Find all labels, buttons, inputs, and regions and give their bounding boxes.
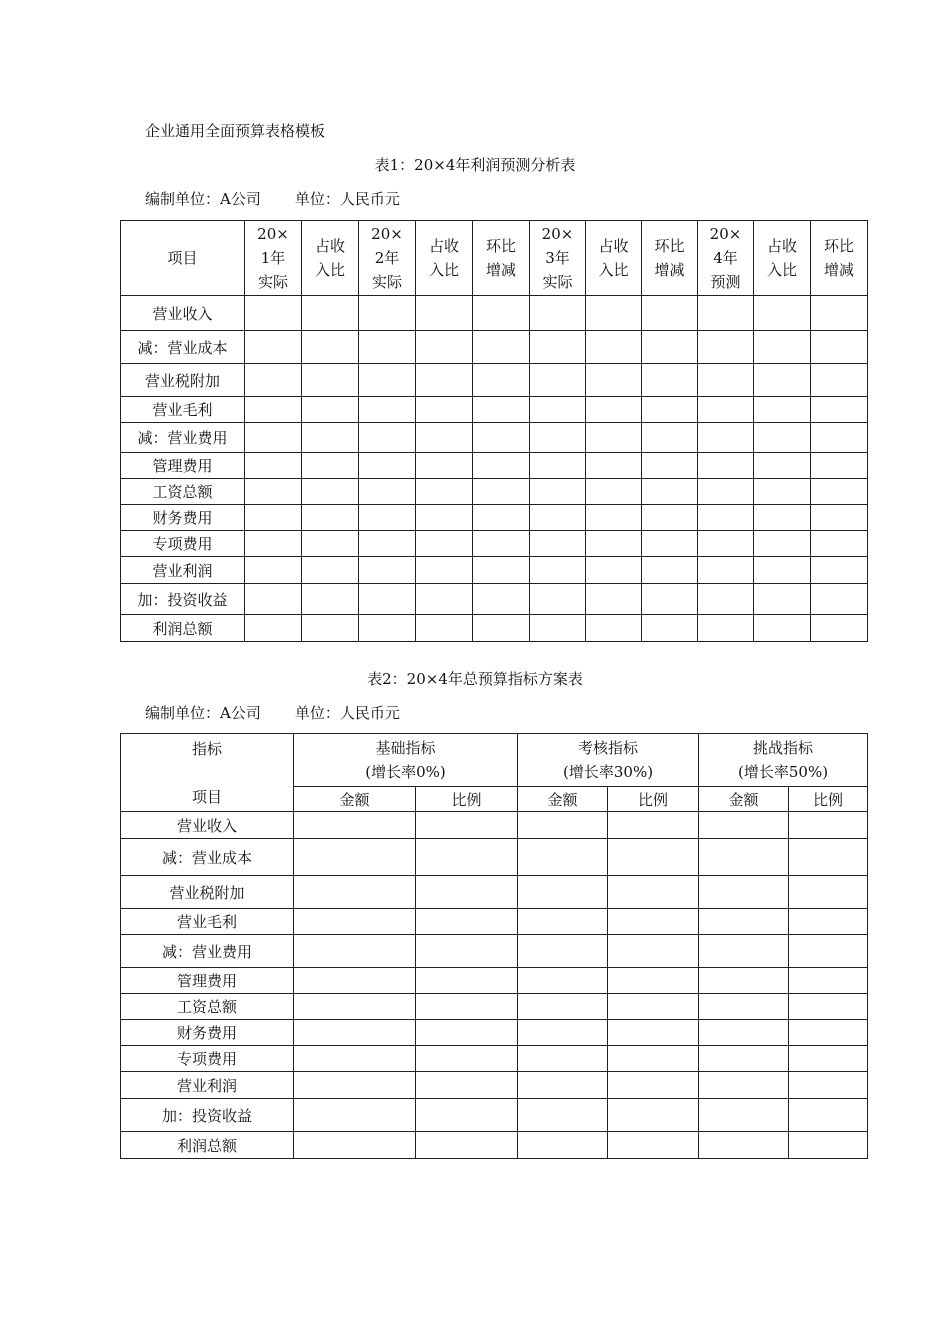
table2-data-cell[interactable] [294,909,416,935]
table2-data-cell[interactable] [699,994,789,1020]
table1-data-cell[interactable] [754,615,811,642]
table1-data-cell[interactable] [698,296,754,331]
table2-data-cell[interactable] [416,1072,518,1099]
table1-data-cell[interactable] [302,423,359,453]
table2-data-cell[interactable] [608,812,699,839]
table2-row-label: 管理费用 [121,968,294,994]
table1-row [121,364,868,397]
table1-caption: 表1：20×4年利润预测分析表 [374,156,576,174]
table2-data-cell[interactable] [416,812,518,839]
table2-sub-ratio: 比例 [789,787,868,812]
table2-data-cell[interactable] [608,1072,699,1099]
table1-data-cell[interactable] [698,397,754,423]
table2-data-cell[interactable] [789,935,868,968]
table2-row-label: 财务费用 [121,1020,294,1046]
table1-header-row [121,221,868,296]
table2-group-basic: 基础指标 (增长率0%) [294,734,518,787]
table1-row-label: 减：营业费用 [121,423,245,453]
table2-sub-ratio: 比例 [416,787,518,812]
table2-data-cell[interactable] [699,1020,789,1046]
table1-data-cell[interactable] [359,479,416,505]
table2-unit-currency: 单位：人民币元 [294,704,400,722]
table2-group-assessment: 考核指标 (增长率30%) [518,734,699,787]
table1-data-cell[interactable] [416,397,473,423]
table1-data-cell[interactable] [642,584,698,615]
table1-data-cell[interactable] [416,479,473,505]
table1-data-cell[interactable] [698,479,754,505]
table1-data-cell[interactable] [302,505,359,531]
table2-data-cell[interactable] [789,876,868,909]
table2-data-cell[interactable] [518,968,608,994]
table1-data-cell[interactable] [530,296,586,331]
table2-data-cell[interactable] [789,812,868,839]
table1-data-cell[interactable] [811,423,868,453]
table2-data-cell[interactable] [789,1046,868,1072]
table2-row-label: 专项费用 [121,1046,294,1072]
table1-data-cell[interactable] [530,423,586,453]
table1-data-cell[interactable] [586,505,642,531]
table2-data-cell[interactable] [518,994,608,1020]
table1-data-cell[interactable] [473,364,530,397]
table1-data-cell[interactable] [473,584,530,615]
table2-data-cell[interactable] [789,994,868,1020]
table2-data-cell[interactable] [608,968,699,994]
table1-data-cell[interactable] [302,531,359,557]
table2-data-cell[interactable] [416,968,518,994]
table1-data-cell[interactable] [811,364,868,397]
table1-data-cell[interactable] [754,479,811,505]
table1-header-cell: 20× 4年 预测 [698,221,754,296]
table2-row [121,812,868,839]
table2-data-cell[interactable] [518,839,608,876]
table2-data-cell[interactable] [789,1020,868,1046]
table2-row [121,1046,868,1072]
table1-data-cell[interactable] [245,531,302,557]
table2-sub-amount: 金额 [518,787,608,812]
table1-row [121,296,868,331]
table1-data-cell[interactable] [245,397,302,423]
table1-row [121,531,868,557]
table2-data-cell[interactable] [608,1099,699,1132]
table1-data-cell[interactable] [811,397,868,423]
table1-row-label: 营业利润 [121,557,245,584]
table1-data-cell[interactable] [530,505,586,531]
table1-data-cell[interactable] [245,615,302,642]
table2-data-cell[interactable] [518,935,608,968]
table1-data-cell[interactable] [245,364,302,397]
table1-data-cell[interactable] [586,479,642,505]
table1-data-cell[interactable] [530,615,586,642]
table2-data-cell[interactable] [518,1020,608,1046]
table1-data-cell[interactable] [473,331,530,364]
table2-data-cell[interactable] [518,1132,608,1159]
table1-data-cell[interactable] [811,331,868,364]
table1-data-cell[interactable] [359,615,416,642]
table2-data-cell[interactable] [416,1132,518,1159]
table2-data-cell[interactable] [608,876,699,909]
table2-data-cell[interactable] [294,994,416,1020]
table1-unit-org: 编制单位：A公司 [145,190,261,208]
table1-data-cell[interactable] [302,584,359,615]
table1-row-label: 利润总额 [121,615,245,642]
table2-data-cell[interactable] [294,1020,416,1046]
table1-data-cell[interactable] [359,423,416,453]
table1-data-cell[interactable] [302,331,359,364]
table1-row [121,615,868,642]
table1-row-label: 营业税附加 [121,364,245,397]
table2-data-cell[interactable] [416,1046,518,1072]
table2-data-cell[interactable] [416,1099,518,1132]
table1-header-cell: 环比 增减 [811,221,868,296]
table1-data-cell[interactable] [754,397,811,423]
table1-row [121,557,868,584]
table2-row [121,1072,868,1099]
table1-row [121,584,868,615]
table1-data-cell[interactable] [473,557,530,584]
table1-data-cell[interactable] [359,453,416,479]
table1-data-cell[interactable] [754,557,811,584]
table1-row-label: 工资总额 [121,479,245,505]
table1-data-cell[interactable] [416,505,473,531]
table1-data-cell[interactable] [586,423,642,453]
table1-data-cell[interactable] [302,557,359,584]
table2-group-challenge: 挑战指标 (增长率50%) [699,734,868,787]
table2-unit-org: 编制单位：A公司 [145,704,261,722]
table2-data-cell[interactable] [789,1099,868,1132]
table1-data-cell[interactable] [698,615,754,642]
table1-data-cell[interactable] [473,453,530,479]
table2-data-cell[interactable] [699,1099,789,1132]
table2-data-cell[interactable] [518,1046,608,1072]
table1-data-cell[interactable] [473,296,530,331]
table2-data-cell[interactable] [294,1072,416,1099]
table2-data-cell[interactable] [699,968,789,994]
table1-data-cell[interactable] [416,423,473,453]
table2-data-cell[interactable] [294,1132,416,1159]
table1-row-label: 营业毛利 [121,397,245,423]
table2-row-label: 营业收入 [121,812,294,839]
table2-sub-ratio: 比例 [608,787,699,812]
table1-data-cell[interactable] [811,584,868,615]
table2-data-cell[interactable] [608,909,699,935]
table2-sub-amount: 金额 [294,787,416,812]
table2-row-label: 利润总额 [121,1132,294,1159]
table2-row-label: 减：营业成本 [121,839,294,876]
table2-corner-indicator: 指标 [191,740,222,758]
table1-row-label: 减：营业成本 [121,331,245,364]
table1-data-cell[interactable] [642,505,698,531]
table1-data-cell[interactable] [642,423,698,453]
table1-data-cell[interactable] [698,584,754,615]
table1-data-cell[interactable] [754,584,811,615]
table2-data-cell[interactable] [518,909,608,935]
table1-data-cell[interactable] [530,331,586,364]
table2-data-cell[interactable] [699,1046,789,1072]
table2-data-cell[interactable] [608,994,699,1020]
table1-data-cell[interactable] [473,423,530,453]
table2-data-cell[interactable] [699,876,789,909]
table1-data-cell[interactable] [359,557,416,584]
table2-data-cell[interactable] [699,1072,789,1099]
table2-caption: 表2：20×4年总预算指标方案表 [367,670,583,688]
table1-data-cell[interactable] [530,479,586,505]
table1-data-cell[interactable] [530,397,586,423]
table1-data-cell[interactable] [359,397,416,423]
table1-data-cell[interactable] [642,453,698,479]
table2-group-row [121,734,868,787]
table2-data-cell[interactable] [608,1020,699,1046]
table1-data-cell[interactable] [302,453,359,479]
table2-row-label: 营业毛利 [121,909,294,935]
table2-unit-line [145,702,400,723]
table1-data-cell[interactable] [302,479,359,505]
table1-header-cell: 占收 入比 [754,221,811,296]
table1-data-cell[interactable] [698,557,754,584]
table1-data-cell[interactable] [698,453,754,479]
table1-data-cell[interactable] [698,331,754,364]
table2-data-cell[interactable] [416,839,518,876]
table1-data-cell[interactable] [245,479,302,505]
table1-data-cell[interactable] [530,557,586,584]
table1-data-cell[interactable] [586,531,642,557]
table1-data-cell[interactable] [473,479,530,505]
table1-data-cell[interactable] [302,364,359,397]
table1-data-cell[interactable] [811,453,868,479]
table2-data-cell[interactable] [294,876,416,909]
table2-row [121,994,868,1020]
table1-row-label: 专项费用 [121,531,245,557]
table1-data-cell[interactable] [473,615,530,642]
table2-row-label: 工资总额 [121,994,294,1020]
table1-data-cell[interactable] [642,557,698,584]
table2-row [121,1132,868,1159]
table1-data-cell[interactable] [473,531,530,557]
table2-data-cell[interactable] [608,1132,699,1159]
table2-data-cell[interactable] [416,909,518,935]
table1-header-cell: 20× 1年 实际 [245,221,302,296]
table1-data-cell[interactable] [586,397,642,423]
table2-data-cell[interactable] [789,839,868,876]
table2-row [121,968,868,994]
table1-data-cell[interactable] [359,364,416,397]
table1-data-cell[interactable] [754,364,811,397]
table2-data-cell[interactable] [518,1072,608,1099]
table1-data-cell[interactable] [811,557,868,584]
table2-row [121,1020,868,1046]
table1-data-cell[interactable] [698,531,754,557]
table2-data-cell[interactable] [416,1020,518,1046]
table2-corner-cell [121,734,294,812]
table1-data-cell[interactable] [530,531,586,557]
table1-header-cell: 占收 入比 [416,221,473,296]
table2-data-cell[interactable] [416,876,518,909]
table1-data-cell[interactable] [245,505,302,531]
table1-data-cell[interactable] [586,557,642,584]
table2-row-label: 加：投资收益 [121,1099,294,1132]
table1-data-cell[interactable] [811,296,868,331]
table2-data-cell[interactable] [699,1132,789,1159]
table1-data-cell[interactable] [586,584,642,615]
table1-data-cell[interactable] [416,331,473,364]
table2-data-cell[interactable] [416,935,518,968]
table1-data-cell[interactable] [811,479,868,505]
table1-row-label: 加：投资收益 [121,584,245,615]
table1-data-cell[interactable] [416,364,473,397]
document-title: 企业通用全面预算表格模板 [145,122,326,140]
table1-data-cell[interactable] [473,505,530,531]
table1-data-cell[interactable] [245,557,302,584]
table1-data-cell[interactable] [473,397,530,423]
table1-data-cell[interactable] [642,331,698,364]
table2-data-cell[interactable] [699,909,789,935]
table1-data-cell[interactable] [642,296,698,331]
table1-data-cell[interactable] [586,453,642,479]
table1-data-cell[interactable] [642,615,698,642]
table1-data-cell[interactable] [359,531,416,557]
table1-data-cell[interactable] [416,453,473,479]
table1-data-cell[interactable] [642,479,698,505]
table2-row-label: 营业利润 [121,1072,294,1099]
table1-header-cell: 20× 2年 实际 [359,221,416,296]
table1-row-label: 营业收入 [121,296,245,331]
table1-row [121,453,868,479]
table1-row-label: 财务费用 [121,505,245,531]
table1-row-label: 管理费用 [121,453,245,479]
table1-data-cell[interactable] [586,364,642,397]
table1-header-cell: 占收 入比 [586,221,642,296]
table2-data-cell[interactable] [294,812,416,839]
table1-data-cell[interactable] [245,331,302,364]
table1-unit-currency: 单位：人民币元 [294,190,400,208]
table2-data-cell[interactable] [294,1099,416,1132]
table2-data-cell[interactable] [789,1072,868,1099]
table2-data-cell[interactable] [416,994,518,1020]
table2-data-cell[interactable] [699,839,789,876]
table1-header-cell: 占收 入比 [302,221,359,296]
budget-indicator-table [120,733,868,1159]
table1-data-cell[interactable] [754,423,811,453]
table1-row [121,397,868,423]
table1-unit-line [145,188,400,209]
table1-header-cell: 项目 [121,221,245,296]
table2-data-cell[interactable] [608,839,699,876]
table1-data-cell[interactable] [642,397,698,423]
table1-data-cell[interactable] [302,397,359,423]
table2-data-cell[interactable] [789,1132,868,1159]
table1-data-cell[interactable] [811,531,868,557]
table1-header-cell: 20× 3年 实际 [530,221,586,296]
table1-data-cell[interactable] [754,505,811,531]
table1-data-cell[interactable] [245,423,302,453]
table2-data-cell[interactable] [608,1046,699,1072]
table1-data-cell[interactable] [698,364,754,397]
table1-data-cell[interactable] [245,453,302,479]
table2-data-cell[interactable] [294,935,416,968]
table1-data-cell[interactable] [586,296,642,331]
table1-data-cell[interactable] [416,584,473,615]
table2-data-cell[interactable] [789,968,868,994]
table1-data-cell[interactable] [698,423,754,453]
table1-data-cell[interactable] [754,296,811,331]
table2-row [121,909,868,935]
table2-data-cell[interactable] [518,1099,608,1132]
table2-row-label: 营业税附加 [121,876,294,909]
table1-data-cell[interactable] [245,296,302,331]
table2-row [121,1099,868,1132]
table1-data-cell[interactable] [416,531,473,557]
table1-data-cell[interactable] [302,296,359,331]
table2-row [121,876,868,909]
table1-data-cell[interactable] [416,615,473,642]
table1-data-cell[interactable] [754,531,811,557]
table1-data-cell[interactable] [754,453,811,479]
table1-data-cell[interactable] [359,584,416,615]
table1-data-cell[interactable] [416,557,473,584]
table1-row [121,331,868,364]
table2-data-cell[interactable] [789,909,868,935]
table2-data-cell[interactable] [294,1046,416,1072]
table1-data-cell[interactable] [586,615,642,642]
table1-header-cell: 环比 增减 [642,221,698,296]
table1-data-cell[interactable] [642,364,698,397]
table1-data-cell[interactable] [530,584,586,615]
table2-row [121,839,868,876]
table1-row [121,479,868,505]
table1-data-cell[interactable] [811,615,868,642]
table2-data-cell[interactable] [699,935,789,968]
table2-row [121,935,868,968]
table2-data-cell[interactable] [699,812,789,839]
table1-data-cell[interactable] [359,296,416,331]
table1-data-cell[interactable] [359,331,416,364]
table2-sub-amount: 金额 [699,787,789,812]
table1-data-cell[interactable] [698,505,754,531]
table1-data-cell[interactable] [245,584,302,615]
table1-data-cell[interactable] [642,531,698,557]
table2-data-cell[interactable] [518,812,608,839]
table2-corner-item: 项目 [191,788,222,806]
table2-row-label: 减：营业费用 [121,935,294,968]
table1-data-cell[interactable] [302,615,359,642]
table1-data-cell[interactable] [530,364,586,397]
table2-data-cell[interactable] [294,839,416,876]
table1-row [121,505,868,531]
table2-data-cell[interactable] [518,876,608,909]
profit-forecast-table [120,220,868,642]
table1-data-cell[interactable] [586,331,642,364]
table1-data-cell[interactable] [530,453,586,479]
table1-data-cell[interactable] [754,331,811,364]
table2-data-cell[interactable] [294,968,416,994]
table1-header-cell: 环比 增减 [473,221,530,296]
table1-data-cell[interactable] [416,296,473,331]
table2-data-cell[interactable] [608,935,699,968]
table1-data-cell[interactable] [359,505,416,531]
table1-data-cell[interactable] [811,505,868,531]
table1-row [121,423,868,453]
